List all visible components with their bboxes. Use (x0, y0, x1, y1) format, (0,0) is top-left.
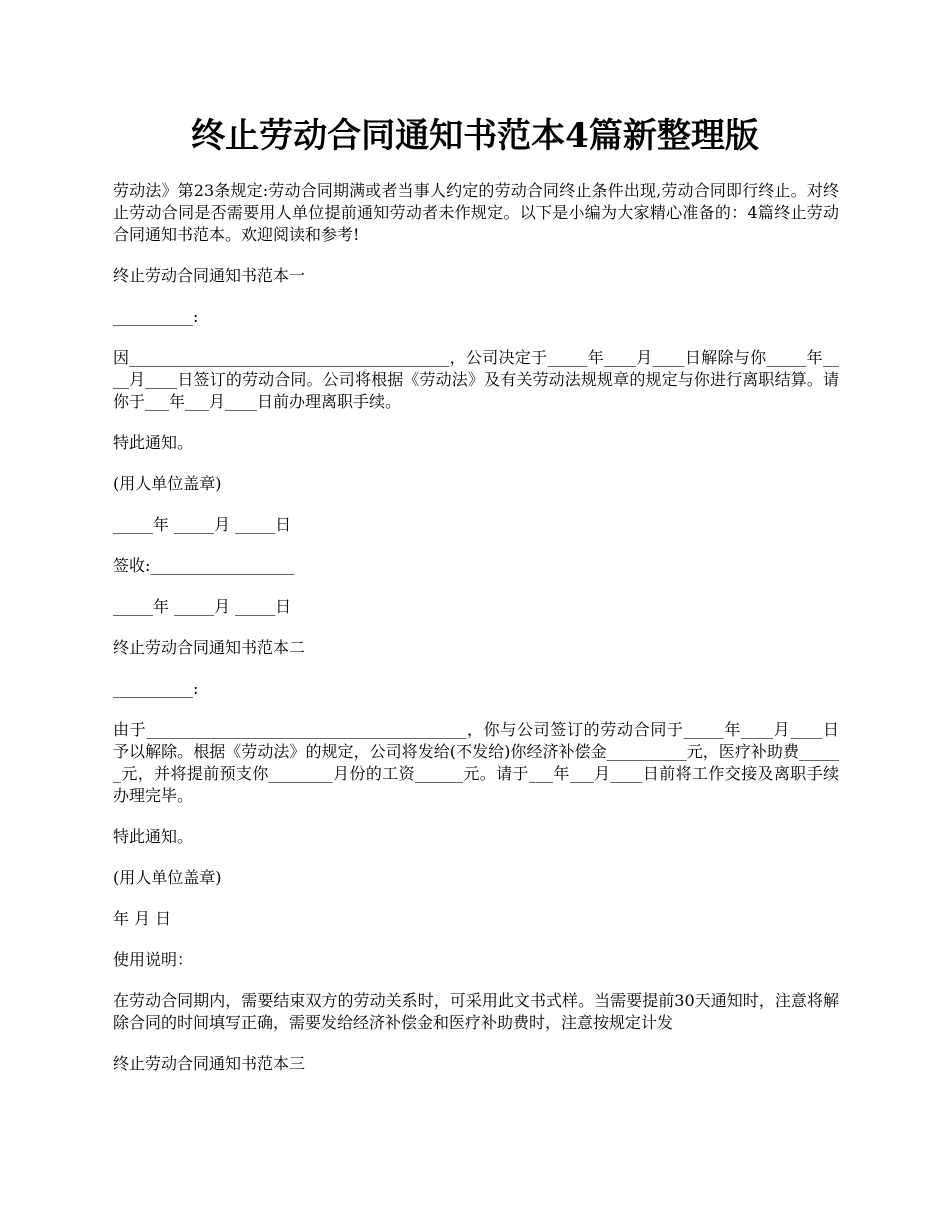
section-heading-3: 终止劳动合同通知书范本三 (113, 1054, 306, 1073)
company-seal-2: (用人单位盖章) (113, 868, 222, 887)
signature-line: 签收:__________________ (113, 556, 295, 575)
notice-closing-2: 特此通知。 (113, 827, 194, 846)
notice-closing-1: 特此通知。 (113, 433, 194, 452)
usage-paragraph: 在劳动合同期内，需要结束双方的劳动关系时，可采用此文书式样。当需要提前30天通知时，注意将解除合同的时间填写正确，需要发给经济补偿金和医疗补助费时，注意按规定计发 (113, 991, 839, 1032)
date-line-1: _____年 _____月 _____日 (113, 515, 292, 534)
notice-body-1: 因________________________________________，公司决定于_____年____月____日解除与你_____年____月____日签订的劳动合同。公司将根据《劳动法》及有关劳动法规规章的规定与你进行离职结算。请你于___年___月____日前办理离职手续。 (113, 348, 839, 411)
document-title: 终止劳动合同通知书范本4篇新整理版 (191, 116, 759, 156)
section-heading-1: 终止劳动合同通知书范本一 (113, 266, 306, 285)
recipient-blank-1: __________: (113, 307, 199, 326)
intro-paragraph: 劳动法》第23条规定:劳动合同期满或者当事人约定的劳动合同终止条件出现,劳动合同即行终止。对终止劳动合同是否需要用人单位提前通知劳动者未作规定。以下是小编为大家精心准备的：4篇终止劳动合同通知书范本。欢迎阅读和参考! (113, 181, 839, 244)
recipient-blank-2: __________: (113, 679, 199, 698)
usage-heading: 使用说明： (113, 950, 194, 969)
section-heading-2: 终止劳动合同通知书范本二 (113, 638, 306, 657)
company-seal-1: (用人单位盖章) (113, 474, 222, 493)
notice-body-2: 由于________________________________________，你与公司签订的劳动合同于_____年____月____日予以解除。根据《劳动法》的规定，公司将发给(不发给)你经济补偿金__________元，医疗补助费______元，并将提前预支你________月份的工资______元。请于___年___月____日前将工作交接及离职手续办理完毕。 (113, 720, 839, 805)
date-line-2: _____年 _____月 _____日 (113, 597, 292, 616)
document-body (113, 180, 839, 1094)
date-line-3: 年 月 日 (113, 909, 172, 928)
